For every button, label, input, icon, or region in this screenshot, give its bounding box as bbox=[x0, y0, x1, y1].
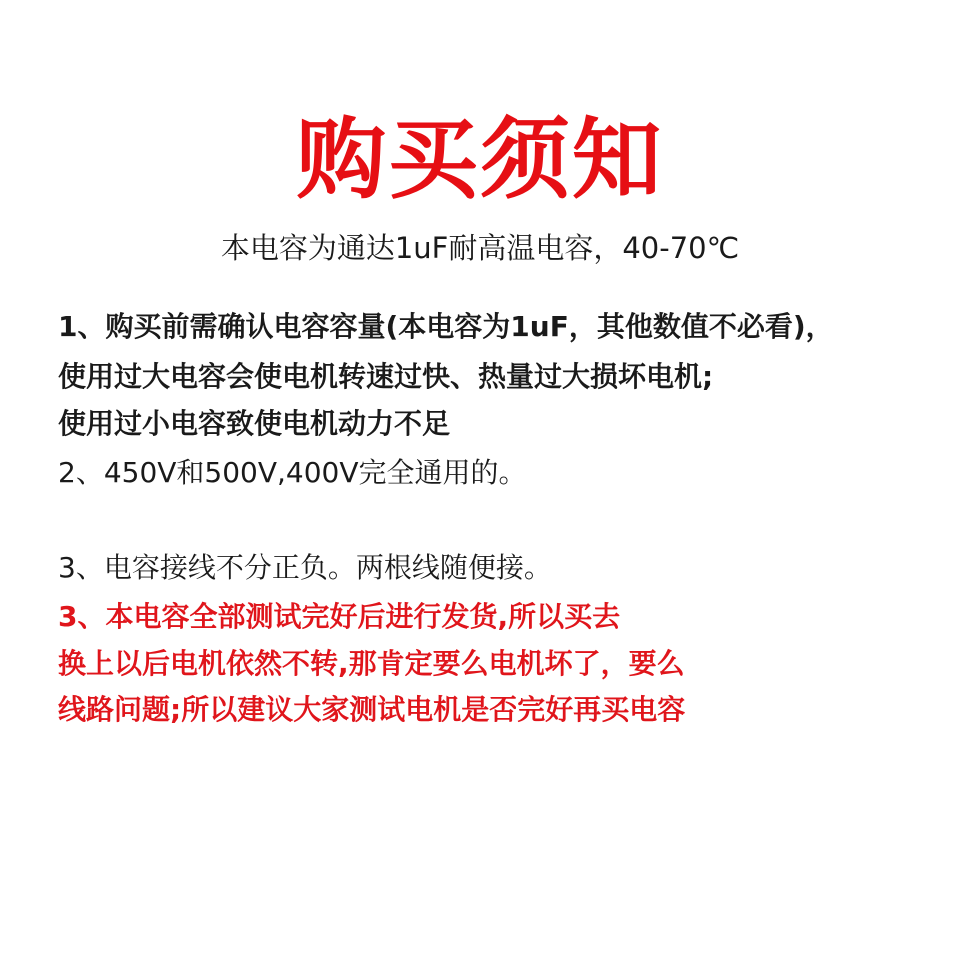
page-title: 购买须知 bbox=[296, 108, 664, 211]
notice-item-3: 3、电容接线不分正负。两根线随便接。 bbox=[58, 551, 552, 584]
notice-item-1-line-2: 使用过大电容会使电机转速过快、热量过大损坏电机; bbox=[58, 360, 714, 393]
warning-line-2: 换上以后电机依然不转,那肯定要么电机坏了，要么 bbox=[58, 647, 685, 680]
warning-line-1: 3、本电容全部测试完好后进行发货,所以买去 bbox=[58, 600, 621, 633]
notice-item-2: 2、450V和500V,400V完全通用的。 bbox=[58, 456, 527, 489]
product-description: 本电容为通达1uF耐高温电容，40-70℃ bbox=[220, 231, 740, 265]
notice-item-1-line-1: 1、购买前需确认电容容量(本电容为1uF，其他数值不必看)， bbox=[58, 310, 834, 343]
notice-item-1-line-3: 使用过小电容致使电机动力不足 bbox=[58, 407, 451, 440]
warning-line-3: 线路问题;所以建议大家测试电机是否完好再买电容 bbox=[58, 693, 686, 726]
